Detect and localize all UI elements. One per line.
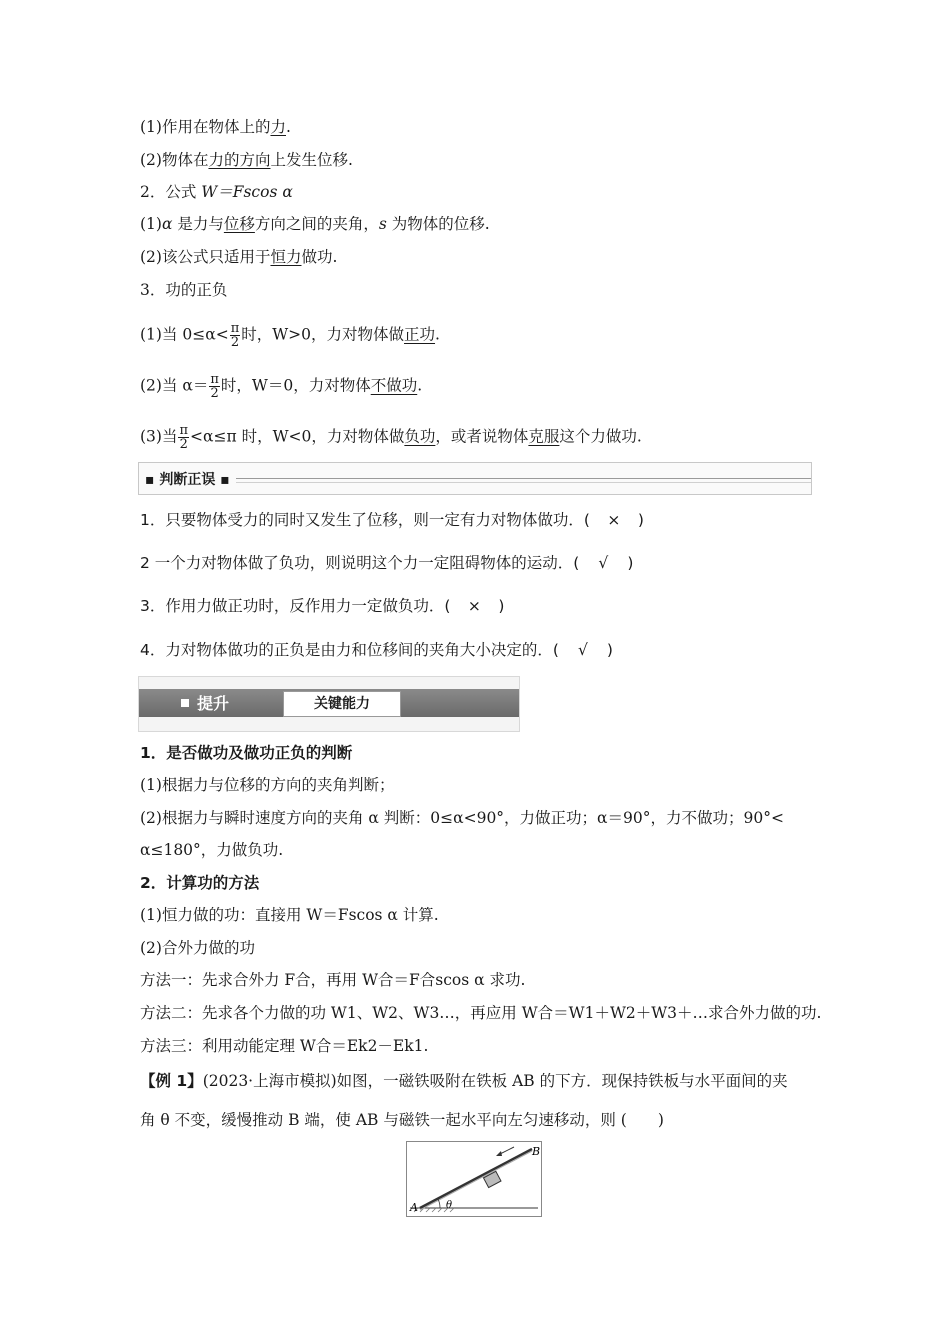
- text-method-two: 方法二：先求各个力做的功 W1、W2、W3…，再应用 W合＝W1＋W2＋W3＋…求合外力做的功.: [140, 1004, 822, 1022]
- text: ): [606, 641, 613, 659]
- figure-magnet-on-iron-plate: [406, 1141, 542, 1217]
- judge-item-3: [140, 596, 504, 616]
- text: 这个力做功.: [559, 427, 642, 446]
- example-line-1: [140, 1071, 788, 1091]
- divider: [233, 478, 811, 479]
- section-banner-key-ability: [138, 676, 520, 732]
- example-tag: 【例 1】: [140, 1072, 203, 1090]
- numerator: π: [210, 372, 219, 387]
- numerator: π: [179, 423, 189, 438]
- text: (1): [140, 215, 162, 233]
- text-method-1: (1)根据力与位移的方向的夹角判断；: [140, 776, 395, 794]
- text: <α≤π 时，W<0，力对物体做: [190, 427, 405, 446]
- answer-mark: √: [598, 554, 609, 572]
- label-b: B: [532, 1145, 541, 1158]
- text: 做功.: [301, 248, 338, 266]
- answer-mark: ×: [467, 597, 481, 615]
- text: .: [417, 376, 423, 395]
- text: 上发生位移.: [270, 151, 353, 169]
- question-text: 4．力对物体做功的正负是由力和位移间的夹角大小决定的．(: [140, 641, 559, 659]
- text: 时，W>0，力对物体做: [241, 325, 405, 344]
- denominator: 2: [230, 335, 240, 350]
- text: ): [498, 597, 505, 615]
- text: 时，W＝0，力对物体: [220, 376, 371, 395]
- answer-underline: 不做功: [370, 376, 418, 395]
- symbol: s: [378, 215, 387, 233]
- example-text: 如图，一磁铁吸附在铁板 AB 的下方．现保持铁板与水平面间的夹: [336, 1072, 788, 1090]
- banner-subtitle: 关键能力: [283, 691, 401, 717]
- heading-calc-work: 2．计算功的方法: [140, 874, 260, 892]
- answer-underline: 恒力: [270, 248, 302, 266]
- denominator: 2: [179, 437, 188, 452]
- text: .: [285, 118, 291, 136]
- square-bullet-icon: [181, 699, 189, 707]
- text: (1)当 0≤α<: [140, 325, 229, 344]
- fraction-pi-over-2: [209, 373, 220, 400]
- question-text: 3．作用力做正功时，反作用力一定做负功．(: [140, 597, 451, 615]
- fraction-pi-over-2: [230, 322, 241, 349]
- answer-underline: 力的方向: [208, 151, 271, 169]
- item-angle: [140, 214, 490, 234]
- text-method-one: 方法一：先求合外力 F合，再用 W合＝F合scos α 求功.: [140, 971, 526, 989]
- numerator: π: [230, 321, 240, 336]
- section-label: ▪ 判断正误 ▪: [145, 469, 236, 489]
- section-bar-judge: [138, 462, 812, 495]
- case-zero-work: [140, 373, 422, 400]
- symbol: α: [161, 215, 173, 233]
- divider: [233, 482, 811, 483]
- judge-item-4: [140, 640, 613, 660]
- item-constant-force: [140, 247, 337, 267]
- answer-underline: 克服: [528, 427, 560, 446]
- judge-item-2: [140, 553, 633, 573]
- text: (2)该公式只适用于: [140, 248, 271, 266]
- text: ，或者说物体: [435, 427, 529, 446]
- example-source: (2023·上海市模拟): [202, 1072, 337, 1090]
- heading-sign-of-work: 3．功的正负: [140, 281, 228, 299]
- text: ): [637, 511, 644, 529]
- case-negative-work: [140, 424, 642, 451]
- text: 方向之间的夹角，: [254, 215, 379, 233]
- text: 2．公式: [140, 183, 202, 201]
- heading-judge-work: 1．是否做功及做功正负的判断: [140, 744, 353, 762]
- answer-underline: 负功: [404, 427, 436, 446]
- answer-underline: 位移: [223, 215, 255, 233]
- answer-underline: 正功: [404, 325, 436, 344]
- case-positive-work: [140, 322, 440, 349]
- text: (3)当: [140, 427, 178, 446]
- item-displacement: [140, 150, 353, 170]
- banner-title: 提升: [197, 694, 230, 713]
- text: ): [627, 554, 634, 572]
- text: 为物体的位移.: [386, 215, 490, 233]
- question-text: 2 一个力对物体做了负功，则说明这个力一定阻碍物体的运动．(: [140, 554, 580, 572]
- item-force-on-object: [140, 117, 291, 137]
- heading-formula: [140, 182, 293, 202]
- text-method-2-cont: α≤180°，力做负功.: [140, 841, 284, 859]
- text-constant-force-work: (1)恒力做的功：直接用 W＝Fscos α 计算.: [140, 906, 439, 924]
- example-line-2: 角 θ 不变，缓慢推动 B 端，使 AB 与磁铁一起水平向左匀速移动，则 ( ): [140, 1111, 664, 1129]
- text: 是力与: [172, 215, 224, 233]
- text: .: [435, 325, 440, 344]
- answer-underline: 力: [270, 118, 286, 136]
- denominator: 2: [210, 386, 219, 401]
- text: (1)作用在物体上的: [140, 118, 271, 136]
- answer-mark: √: [577, 641, 588, 659]
- text: (2)当 α＝: [140, 376, 209, 395]
- label-theta: θ: [446, 1200, 453, 1211]
- judge-item-1: [140, 510, 644, 530]
- text-net-force-work: (2)合外力做的功: [140, 939, 255, 957]
- answer-mark: ×: [607, 511, 621, 529]
- text-method-2: (2)根据力与瞬时速度方向的夹角 α 判断：0≤α<90°，力做正功；α＝90°，力不做功；90°<: [140, 809, 784, 827]
- label-a: A: [410, 1201, 418, 1214]
- fraction-pi-over-2: [178, 424, 189, 451]
- text-method-three: 方法三：利用动能定理 W合＝Ek2－Ek1.: [140, 1037, 429, 1055]
- text: (2)物体在: [140, 151, 209, 169]
- question-text: 1．只要物体受力的同时又发生了位移，则一定有力对物体做功．(: [140, 511, 590, 529]
- formula: W＝Fscos α: [201, 183, 293, 201]
